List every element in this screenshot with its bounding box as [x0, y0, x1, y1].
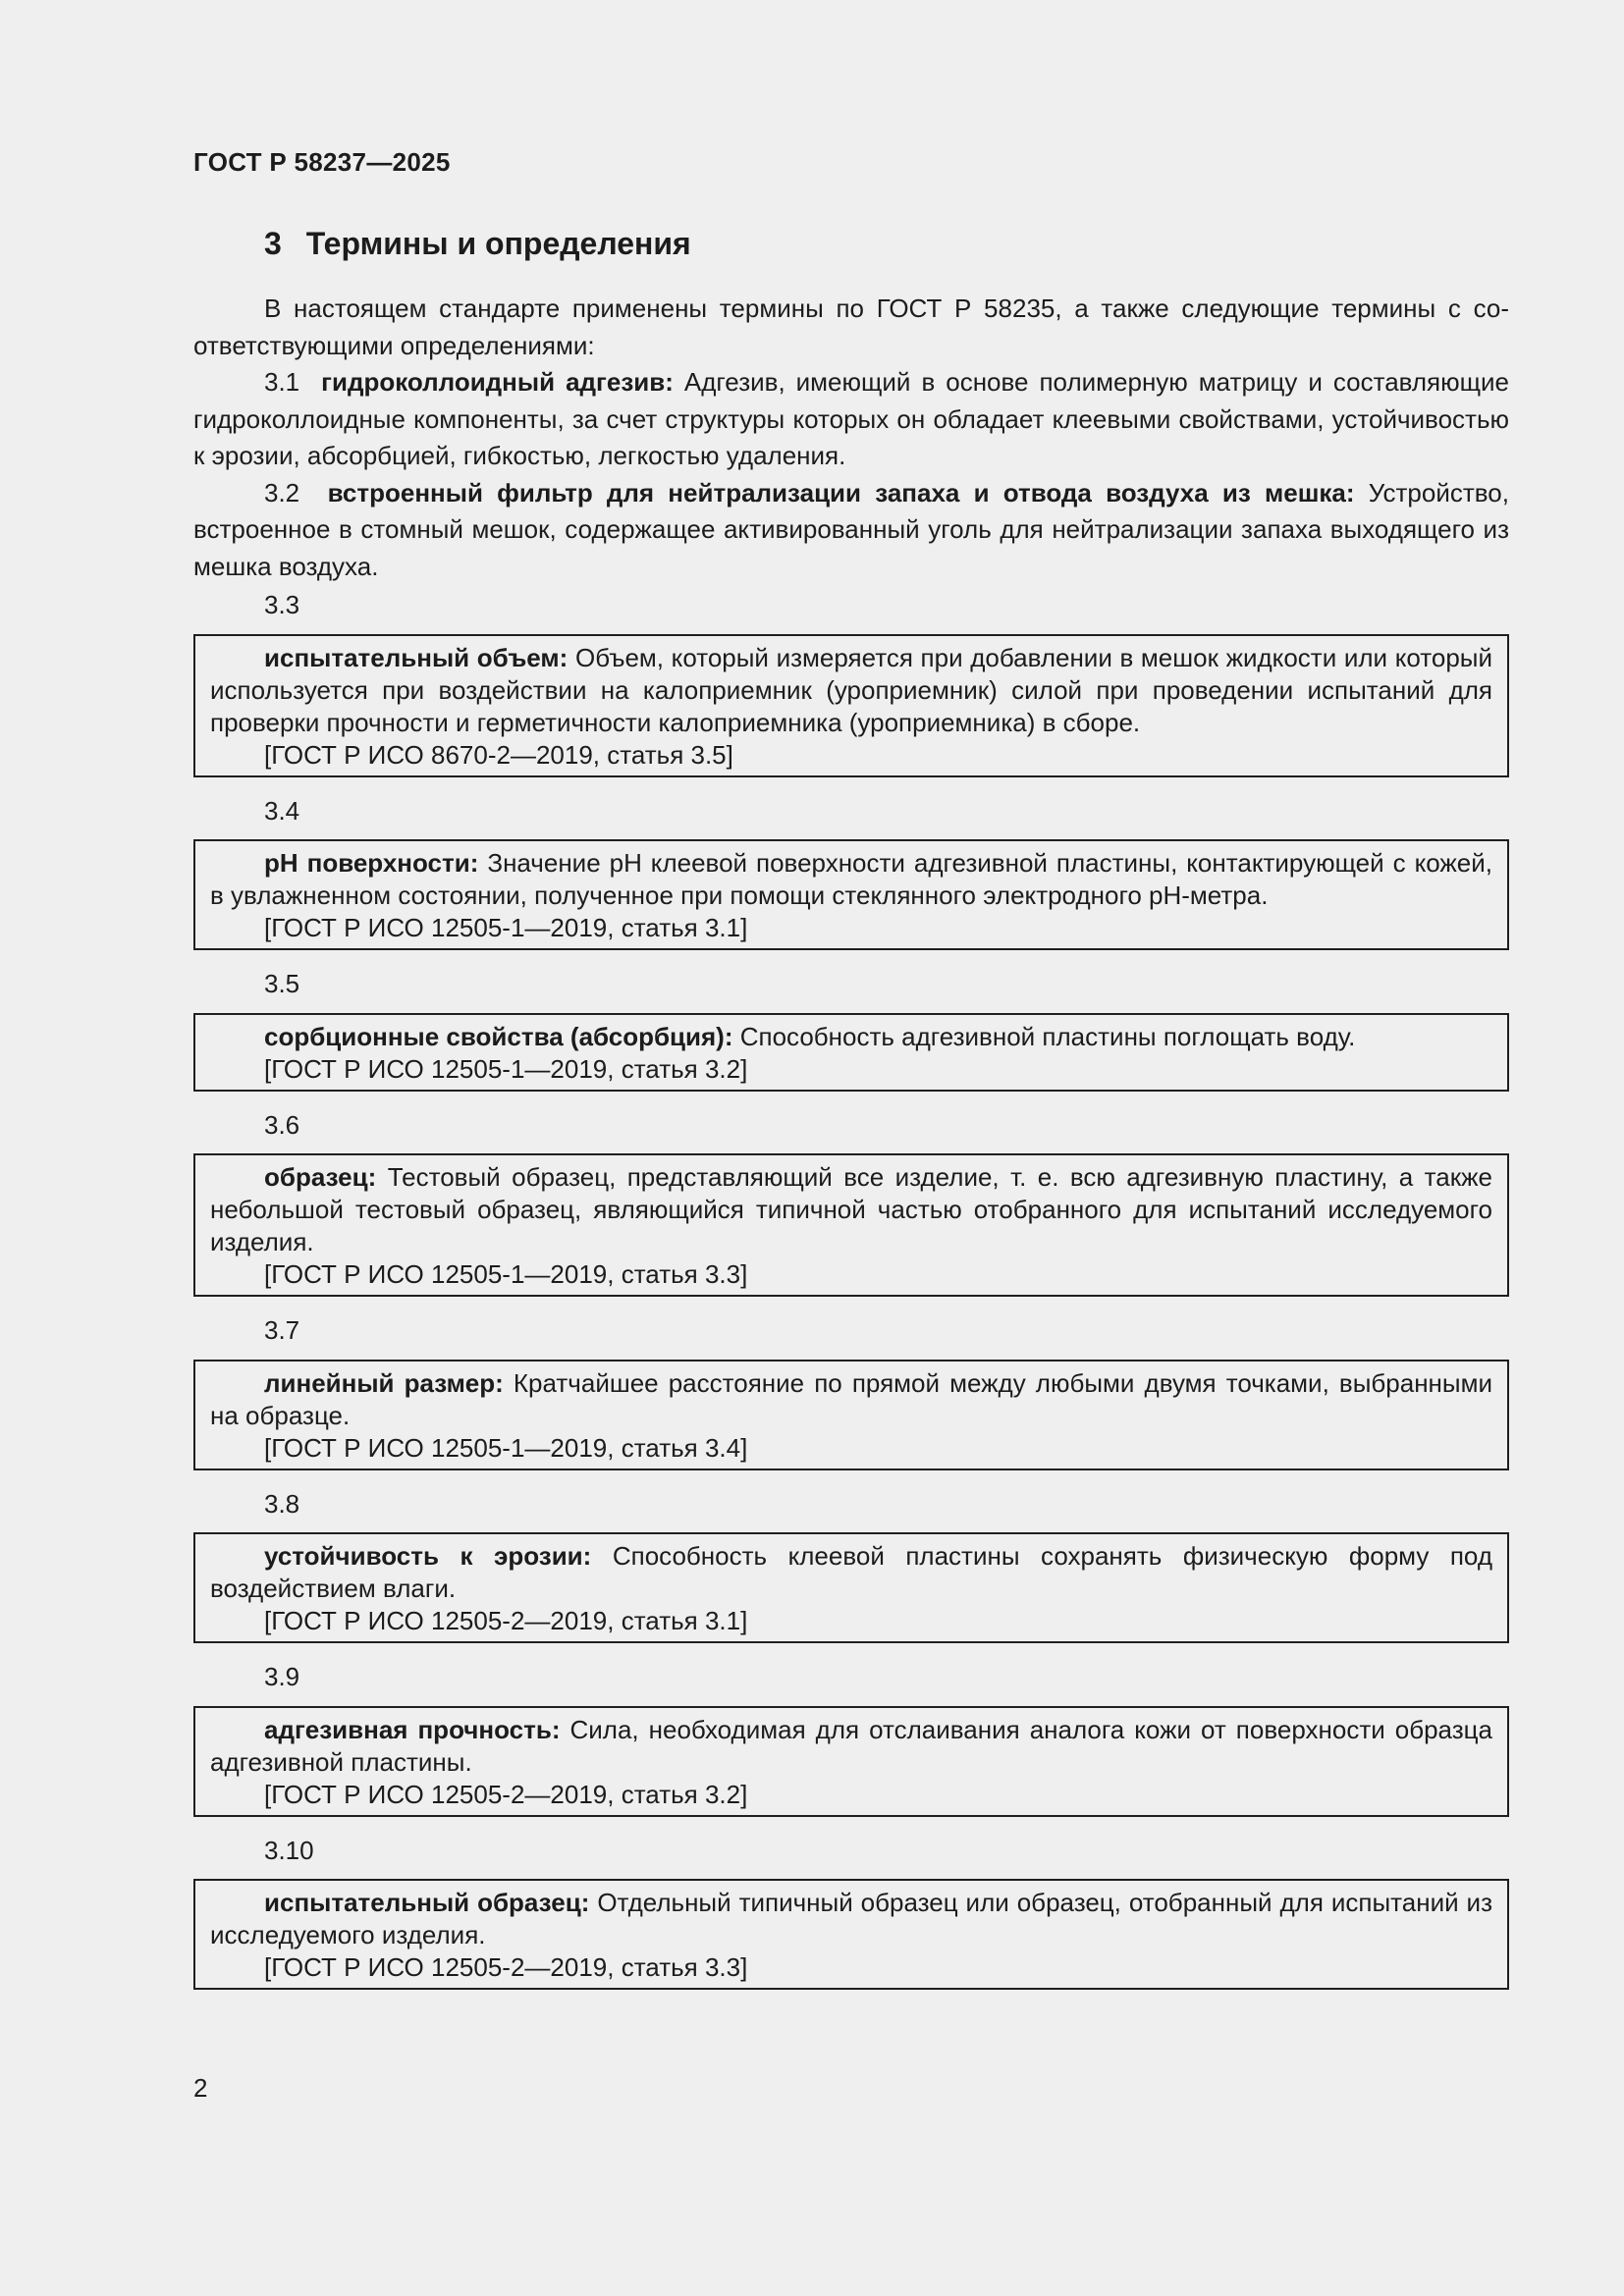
definition-text — [210, 1887, 1492, 1951]
definition-text — [210, 1161, 1492, 1258]
term-number-3-5: 3.5 — [264, 969, 300, 998]
term-name: испытательный образец: — [264, 1888, 590, 1917]
term-definition: Сила, необходимая для отслаивания аналога кожи от поверхности образца адгезивной пластины. — [210, 1714, 1492, 1777]
definition-text — [210, 847, 1492, 912]
definition-text — [210, 1540, 1492, 1605]
definition-box-3-6 — [193, 1153, 1509, 1297]
definition-source: [ГОСТ Р ИСО 12505-1—2019, статья 3.3] — [264, 1259, 748, 1289]
term-number-3-3: 3.3 — [264, 590, 300, 619]
term-number-3-4: 3.4 — [264, 795, 300, 826]
term-name: адгезивная прочность: — [264, 1714, 561, 1744]
definition-box-3-3 — [193, 634, 1509, 777]
term-entry-3-1 — [193, 364, 1509, 475]
term-number-3-7: 3.7 — [264, 1315, 300, 1345]
definition-source: [ГОСТ Р ИСО 12505-1—2019, статья 3.1] — [264, 913, 748, 942]
definition-source: [ГОСТ Р ИСО 12505-2—2019, статья 3.1] — [264, 1606, 748, 1635]
term-definition: Способность адгезивной пластины поглощать воду. — [739, 1021, 1356, 1051]
term-definition: Тестовый образец, представляющий все изделие, т. е. всю адгезивную пластину, а также небольшой тестовый образец, являющийся типичной частью отобранного для испытаний исследуемого изделия. — [210, 1162, 1492, 1256]
term-name: образец: — [264, 1162, 377, 1192]
section-title: Термины и определения — [305, 226, 691, 261]
term-definition: Объем, который измеряется при добавлении в мешок жидкости или который используется при воздействии на калоприемник (уроприемник) силой при проведении испытаний для проверки прочности и герметичности калоприемника (уроприемника) в сборе. — [210, 642, 1493, 737]
definition-text — [210, 1714, 1492, 1779]
definition-box-3-10 — [193, 1879, 1509, 1990]
definition-source: [ГОСТ Р ИСО 12505-2—2019, статья 3.3] — [264, 1952, 748, 1982]
section-heading — [264, 222, 1509, 265]
term-number: 3.2 — [264, 477, 300, 507]
term-entry-3-2 — [193, 475, 1509, 586]
definition-box-3-5 — [193, 1013, 1509, 1092]
term-number: 3.1 — [264, 367, 300, 397]
term-name: гидроколлоидный адгезив: — [321, 367, 674, 397]
definition-text — [210, 642, 1492, 739]
term-name: устойчивость к эрозии: — [264, 1541, 592, 1571]
term-definition: Адгезив, имеющий в основе полимерную матрицу и составляющие гидроколлоидные компоненты, за счет структуры которых он обладает клеевыми свойствами, устойчивостью к эрозии, абсорбцией, гибкостью, легкостью удаления. — [193, 367, 1509, 470]
definition-source: [ГОСТ Р ИСО 12505-1—2019, статья 3.4] — [264, 1432, 748, 1463]
document-content — [193, 222, 1509, 2005]
definition-box-3-7 — [193, 1360, 1509, 1470]
term-number-3-10: 3.10 — [264, 1835, 314, 1865]
definition-text — [210, 1367, 1492, 1432]
definition-box-3-8 — [193, 1532, 1509, 1643]
section-number: 3 — [264, 226, 282, 261]
document-code-header: ГОСТ Р 58237—2025 — [193, 147, 451, 177]
term-name: линейный размер: — [264, 1367, 504, 1398]
definition-source: [ГОСТ Р ИСО 12505-2—2019, статья 3.2] — [264, 1779, 748, 1809]
term-number-3-8: 3.8 — [264, 1488, 300, 1519]
definition-source: [ГОСТ Р ИСО 12505-1—2019, статья 3.2] — [264, 1053, 748, 1084]
term-definition: Кратчайшее расстояние по прямой между любыми двумя точками, выбранными на образце. — [210, 1367, 1492, 1430]
intro-paragraph: В настоящем стандарте применены термины по ГОСТ Р 58235, а также следующие термины с соответствующими определениями: — [193, 294, 1509, 360]
definition-box-3-4 — [193, 839, 1509, 950]
term-definition: Устройство, встроенное в стомный мешок, содержащее активированный уголь для нейтрализации запаха выходящего из мешка воздуха. — [193, 477, 1509, 581]
term-name: испытательный объем: — [264, 642, 568, 672]
term-name: встроенный фильтр для нейтрализации запаха и отвода воздуха из мешка: — [327, 477, 1355, 507]
term-definition: Значение pH клеевой поверхности адгезивной пластины, контактирующей с кожей, в увлажненном состоянии, полученное при помощи стеклянного электродного pH-метра. — [210, 848, 1493, 910]
definition-box-3-9 — [193, 1706, 1509, 1817]
definition-text — [210, 1021, 1492, 1053]
term-number-3-6: 3.6 — [264, 1109, 300, 1140]
term-name: pH поверхности: — [264, 848, 479, 878]
definition-source: [ГОСТ Р ИСО 8670-2—2019, статья 3.5] — [264, 739, 733, 770]
page-number: 2 — [193, 2073, 208, 2103]
term-number-3-9: 3.9 — [264, 1662, 300, 1691]
term-definition: Способность клеевой пластины сохранять физическую форму под воздействием влаги. — [210, 1541, 1492, 1603]
term-definition: Отдельный типичный образец или образец, отобранный для испытаний из исследуемого изделия. — [210, 1888, 1493, 1949]
term-name: сорбционные свойства (абсорбция): — [264, 1021, 733, 1051]
